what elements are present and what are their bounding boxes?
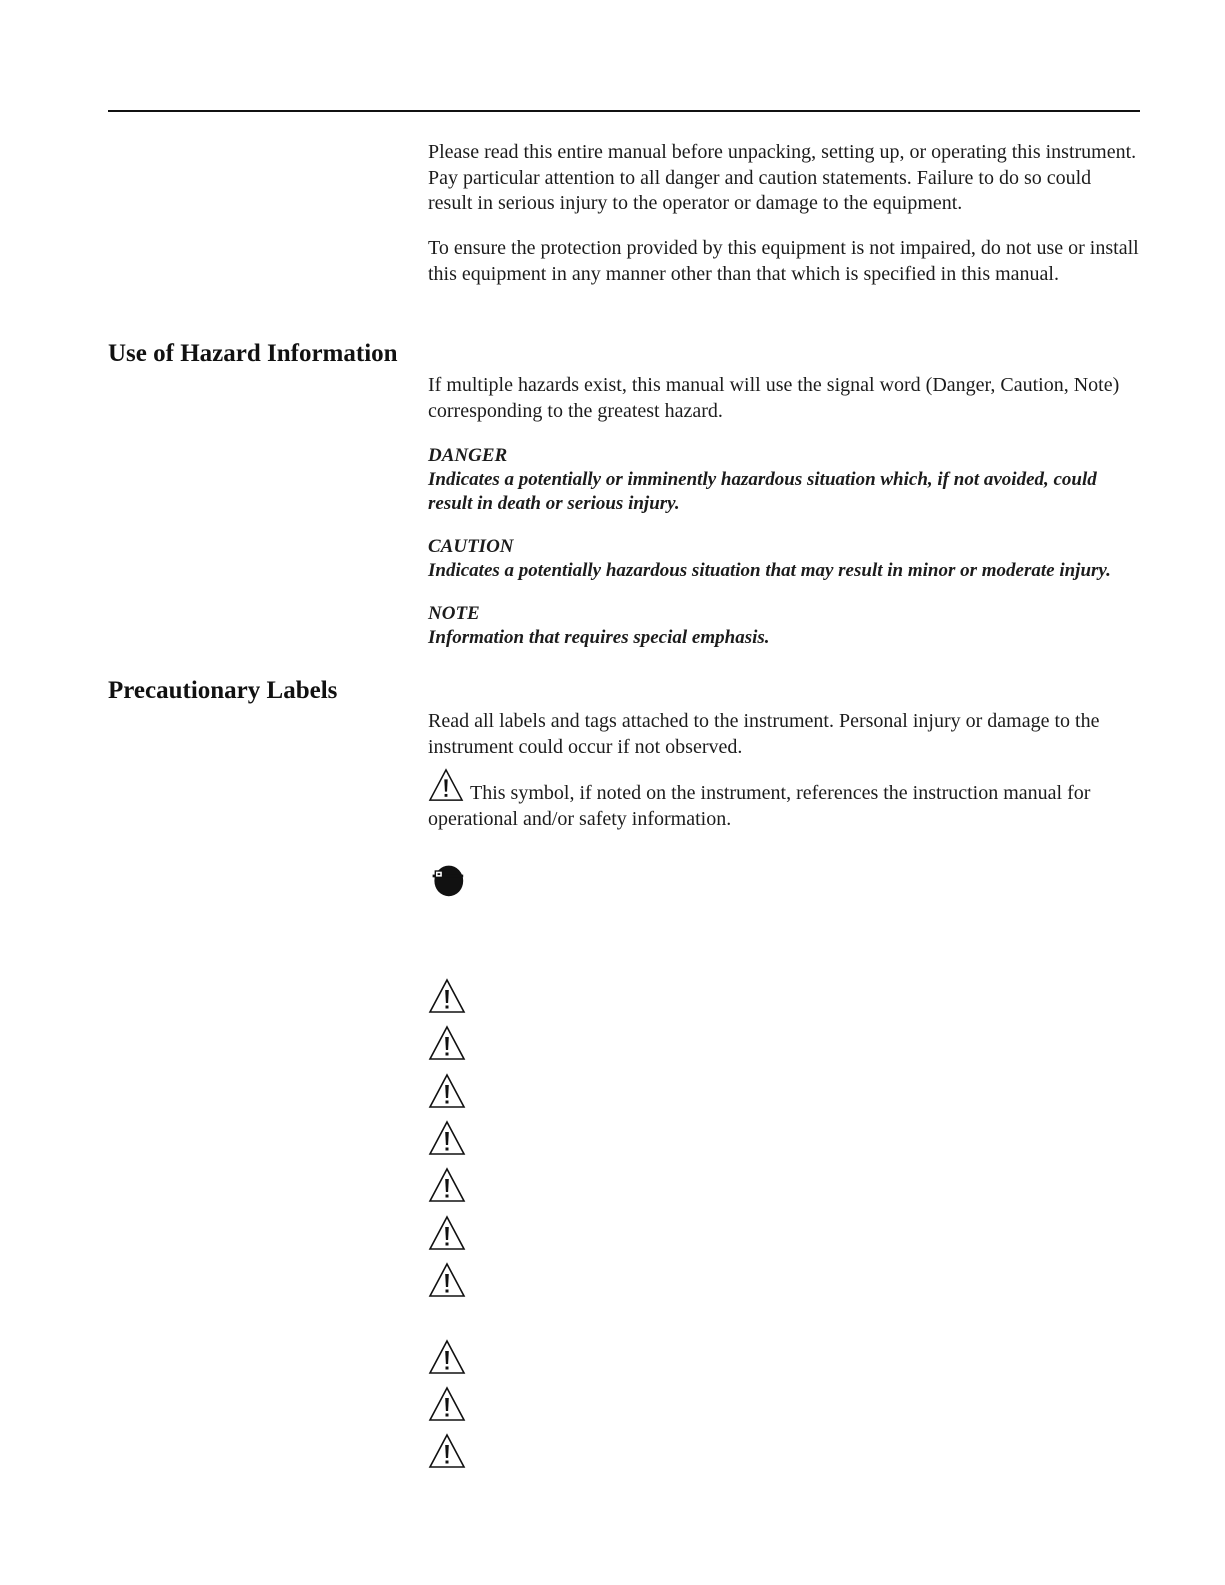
danger-label: DANGER	[428, 445, 508, 466]
safety-glasses-icon	[428, 862, 466, 898]
danger-text: Indicates a potentially or imminently hazardous situation which, if not avoided, could result in death or serious injury.	[428, 469, 1097, 514]
labels-intro: Read all labels and tags attached to the instrument. Personal injury or damage to the instrument could occur if not observed.	[428, 710, 1100, 758]
warning-triangle-icon	[428, 1025, 466, 1061]
caution-label: CAUTION	[428, 536, 514, 557]
symbol-paragraph	[428, 768, 1144, 832]
note-label: NOTE	[428, 603, 480, 624]
warning-triangle-icon	[428, 1073, 466, 1109]
symbol-text: This symbol, if noted on the instrument, references the instruction manual for operational and/or safety information.	[428, 782, 1091, 830]
intro-paragraph-2: To ensure the protection provided by this equipment is not impaired, do not use or install this equipment in any manner other than that which is specified in this manual.	[428, 237, 1139, 285]
warning-triangle-icon	[428, 768, 464, 802]
note-text: Information that requires special emphasis.	[428, 627, 770, 648]
warning-triangle-icon	[428, 1215, 466, 1251]
warning-triangle-icon	[428, 1433, 466, 1469]
warning-triangle-icon	[428, 1120, 466, 1156]
hazard-intro: If multiple hazards exist, this manual will use the signal word (Danger, Caution, Note) corresponding to the greatest hazard.	[428, 374, 1120, 422]
warning-triangle-icon	[428, 1262, 466, 1298]
hazard-heading: Use of Hazard Information	[108, 340, 398, 367]
header-rule	[108, 110, 1140, 112]
labels-heading: Precautionary Labels	[108, 677, 338, 704]
warning-triangle-icon	[428, 1339, 466, 1375]
intro-paragraph-1: Please read this entire manual before unpacking, setting up, or operating this instrument. Pay particular attention to all danger and caution statements. Failure to do so could result in serious injury to the operator or damage to the equipment.	[428, 141, 1137, 214]
warning-triangle-icon	[428, 1386, 466, 1422]
warning-triangle-icon	[428, 978, 466, 1014]
warning-triangle-icon	[428, 1167, 466, 1203]
caution-text: Indicates a potentially hazardous situation that may result in minor or moderate injury.	[428, 560, 1111, 581]
